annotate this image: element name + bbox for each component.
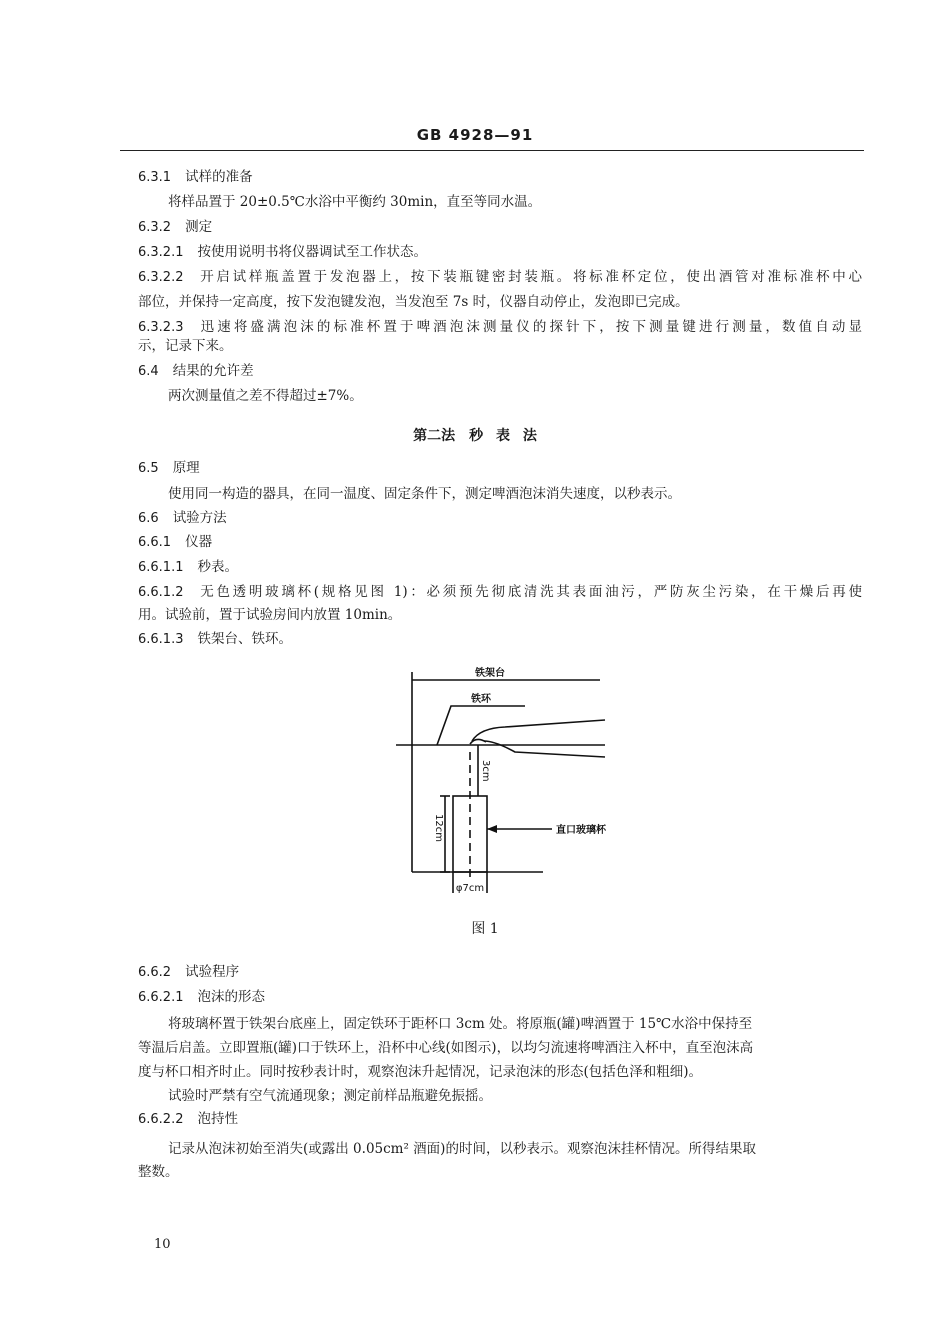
clause-title: 测定: [185, 219, 213, 235]
heading-6-6: [138, 509, 227, 528]
heading-6-3-2-3: [138, 318, 862, 337]
paragraph: 用。试验前，置于试验房间内放置 10min。: [138, 607, 402, 623]
clause-number: 6.6.2.1: [138, 990, 184, 1005]
figure-caption: 图 1: [471, 921, 499, 937]
heading-6-4: [138, 362, 254, 381]
clause-text: 铁架台、铁环。: [197, 631, 292, 647]
clause-number: 6.6: [138, 511, 159, 526]
heading-6-6-1-1: [138, 558, 238, 577]
clause-number: 6.6.1.3: [138, 632, 184, 647]
clause-number: 6.3.2.3: [138, 320, 184, 335]
bottle-upper: [472, 720, 605, 741]
heading-6-3-2-2: [138, 268, 862, 287]
paragraph: 使用同一构造的器具，在同一温度、固定条件下，测定啤酒泡沫消失速度，以秒表示。: [168, 486, 681, 502]
clause-number: 6.3.2: [138, 220, 172, 235]
heading-6-3-1: [138, 168, 253, 187]
clause-title: 试样的准备: [185, 169, 253, 185]
paragraph: 整数。: [138, 1164, 179, 1180]
paragraph: 将样品置于 20±0.5℃水浴中平衡约 30min，直至等同水温。: [168, 194, 542, 210]
paragraph: 度与杯口相齐时止。同时按秒表计时，观察泡沫升起情况，记录泡沫的形态(包括色泽和粗细)。: [138, 1064, 703, 1080]
clause-title: 结果的允许差: [172, 363, 254, 379]
clause-title: 试验程序: [185, 964, 240, 980]
heading-6-6-1-3: [138, 630, 292, 649]
clause-number: 6.5: [138, 461, 159, 476]
bottle-lower: [484, 741, 605, 757]
label-ring: 铁环: [471, 694, 491, 705]
clause-number: 6.6.1.1: [138, 560, 184, 575]
clause-number: 6.3.2.2: [138, 270, 184, 285]
clause-title: 试验方法: [172, 510, 227, 526]
paragraph: 两次测量值之差不得超过±7%。: [168, 388, 363, 404]
label-7cm: φ7cm: [455, 883, 485, 894]
heading-6-3-2-1: [138, 243, 427, 262]
clause-text: 开启试样瓶盖置于发泡器上，按下装瓶键密封装瓶。将标准杯定位，使出酒管对准标准杯中心: [197, 269, 862, 285]
clause-number: 6.4: [138, 364, 159, 379]
paragraph: 等温后启盖。立即置瓶(罐)口于铁环上，沿杯中心线(如图示)，以均匀流速将啤酒注入杯中，直至泡沫高: [138, 1040, 754, 1056]
paragraph: 记录从泡沫初始至消失(或露出 0.05cm² 酒面)的时间，以秒表示。观察泡沫挂杯情况。所得结果取: [168, 1141, 756, 1157]
heading-6-6-1: [138, 533, 212, 552]
glass-cup: [453, 796, 487, 872]
standard-number: GB 4928—91: [416, 126, 534, 144]
heading-6-3-2: [138, 218, 212, 237]
clause-number: 6.6.1.2: [138, 585, 184, 600]
clause-title: 泡沫的形态: [197, 989, 265, 1005]
clause-number: 6.6.1: [138, 535, 172, 550]
paragraph: 示，记录下来。: [138, 338, 233, 354]
heading-6-5: [138, 459, 200, 478]
bottle-mouth: [470, 739, 486, 744]
clause-number: 6.6.2.2: [138, 1112, 184, 1127]
section-title: 第二法 秒 表 法: [413, 428, 537, 444]
header-rule: [120, 150, 864, 151]
paragraph: 将玻璃杯置于铁架台底座上，固定铁环于距杯口 3cm 处。将原瓶(罐)啤酒置于 15℃水浴中保持至: [168, 1016, 753, 1032]
paragraph: 部位，并保持一定高度，按下发泡键发泡，当发泡至 7s 时，仪器自动停止，发泡即已完成。: [138, 294, 689, 310]
glass-pointer-arrow: [487, 825, 497, 833]
page-number: 10: [154, 1237, 171, 1252]
clause-title: 原理: [172, 460, 200, 476]
heading-6-6-2-1: [138, 988, 265, 1007]
label-12cm: 12cm: [433, 814, 444, 842]
clause-number: 6.3.1: [138, 170, 172, 185]
clause-title: 仪器: [185, 534, 213, 550]
label-stand: 铁架台: [475, 668, 505, 679]
clause-text: 迅速将盛满泡沫的标准杯置于啤酒泡沫测量仪的探针下，按下测量键进行测量，数值自动显: [197, 319, 862, 335]
clause-text: 无色透明玻璃杯(规格见图 1)：必须预先彻底清洗其表面油污，严防灰尘污染，在干燥后再使: [197, 584, 862, 600]
heading-6-6-1-2: [138, 583, 862, 602]
label-3cm: 3cm: [480, 760, 491, 782]
heading-6-6-2-2: [138, 1110, 238, 1129]
label-glass: 直口玻璃杯: [556, 825, 606, 836]
clause-title: 泡持性: [197, 1111, 238, 1127]
paragraph: 试验时严禁有空气流通现象；测定前样品瓶避免振摇。: [168, 1088, 492, 1104]
clause-title: 按使用说明书将仪器调试至工作状态。: [197, 244, 427, 260]
clause-number: 6.3.2.1: [138, 245, 184, 260]
ring-leader: [437, 706, 525, 745]
heading-6-6-2: [138, 963, 239, 982]
clause-number: 6.6.2: [138, 965, 172, 980]
clause-text: 秒表。: [197, 559, 238, 575]
